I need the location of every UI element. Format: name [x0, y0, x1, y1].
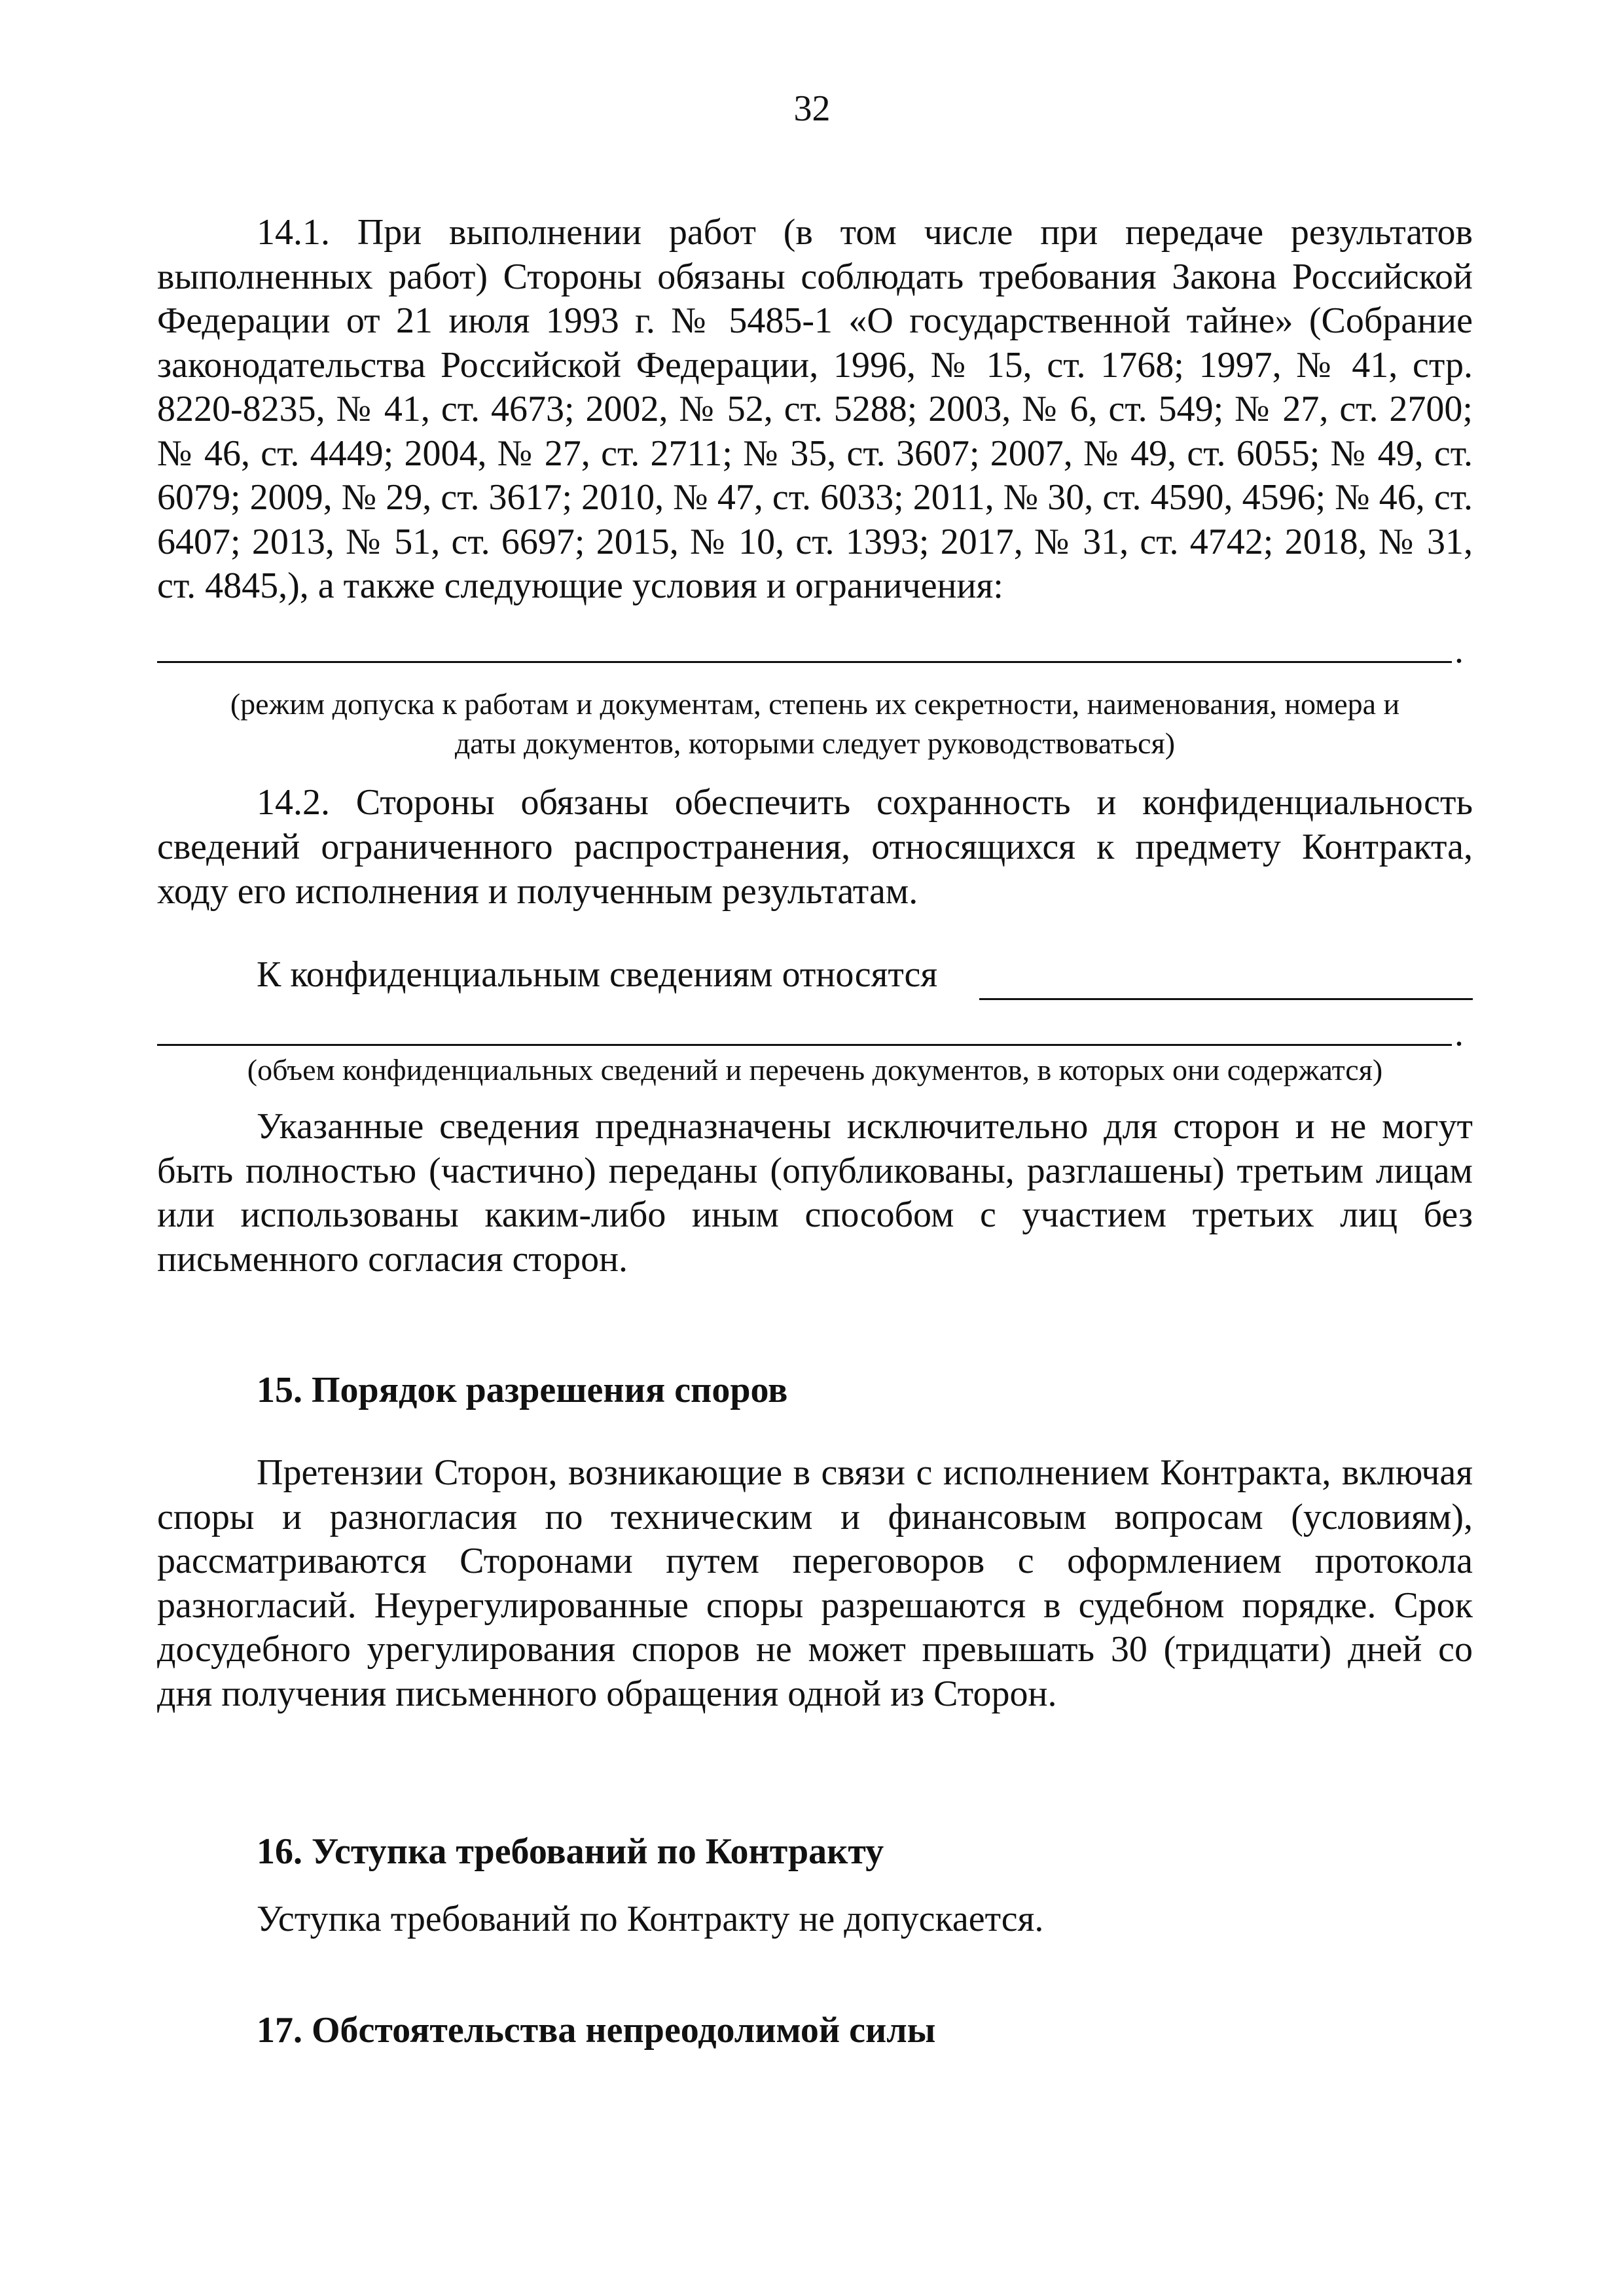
section-15-heading: 15. Порядок разрешения споров [257, 1370, 788, 1410]
page-number: 32 [793, 88, 831, 129]
fill-in-line-confidential-end-period: . [1454, 1013, 1464, 1054]
caption-access-regime-line-1: (режим допуска к работам и документам, степень их секретности, наименования, номера и [230, 687, 1400, 721]
section-16-container [157, 1897, 1473, 1942]
section-14-2-container [157, 780, 1473, 914]
section-14-confidentiality-container [157, 1105, 1473, 1282]
section-14-confidentiality-paragraph: Указанные сведения предназначены исключительно для сторон и не могут быть полностью (частично) переданы (опубликованы, разглашены) третьим лицам или использованы каким-либо иным способом с участием третьих лиц без письменного согласия сторон. [157, 1106, 1473, 1280]
confidential-info-label: К конфиденциальным сведениям относятся [257, 954, 938, 995]
section-15-container [157, 1451, 1473, 1716]
fill-in-line-conditions [157, 661, 1452, 663]
caption-confidential-scope: (объем конфиденциальных сведений и перечень документов, в которых они содержатся) [247, 1053, 1383, 1086]
fill-in-line-confidential-2 [157, 1044, 1452, 1046]
section-14-2-paragraph: 14.2. Стороны обязаны обеспечить сохранность и конфиденциальность сведений ограниченного распространения, относящихся к предмету Контракта, ходу его исполнения и полученным результатам. [157, 782, 1473, 912]
section-15-paragraph: Претензии Сторон, возникающие в связи с исполнением Контракта, включая споры и разногласия по техническим и финансовым вопросам (условиям), рассматриваются Сторонами путем переговоров с оформлением протокола разногласий. Неурегулированные споры разрешаются в судебном порядке. Срок досудебного урегулирования споров не может превышать 30 (тридцати) дней со дня получения письменного обращения одной из Сторон. [157, 1452, 1473, 1714]
section-16-heading: 16. Уступка требований по Контракту [257, 1831, 884, 1872]
fill-in-line-confidential-1 [979, 998, 1473, 1000]
section-14-1-paragraph: 14.1. При выполнении работ (в том числе при передаче результатов выполненных работ) Стороны обязаны соблюдать требования Закона Российской Федерации от 21 июля 1993 г. № 5485-1 «О государственной тайне» (Собрание законодательства Российской Федерации, 1996, № 15, ст. 1768; 1997, № 41, стр. 8220-8235, № 41, ст. 4673; 2002, № 52, ст. 5288; 2003, № 6, ст. 549; № 27, ст. 2700; № 46, ст. 4449; 2004, № 27, ст. 2711; № 35, ст. 3607; 2007, № 49, ст. 6055; № 49, ст. 6079; 2009, № 29, ст. 3617; 2010, № 47, ст. 6033; 2011, № 30, ст. 4590, 4596; № 46, ст. 6407; 2013, № 51, ст. 6697; 2015, № 10, ст. 1393; 2017, № 31, ст. 4742; 2018, № 31, ст. 4845,), а также следующие условия и ограничения: [157, 212, 1473, 606]
section-16-paragraph: Уступка требований по Контракту не допускается. [257, 1899, 1044, 1939]
section-17-heading: 17. Обстоятельства непреодолимой силы [257, 2010, 936, 2051]
fill-in-line-end-period: . [1454, 630, 1464, 671]
caption-access-regime-line-2: даты документов, которыми следует руководствоваться) [454, 726, 1176, 760]
section-14-1-container [157, 211, 1473, 609]
